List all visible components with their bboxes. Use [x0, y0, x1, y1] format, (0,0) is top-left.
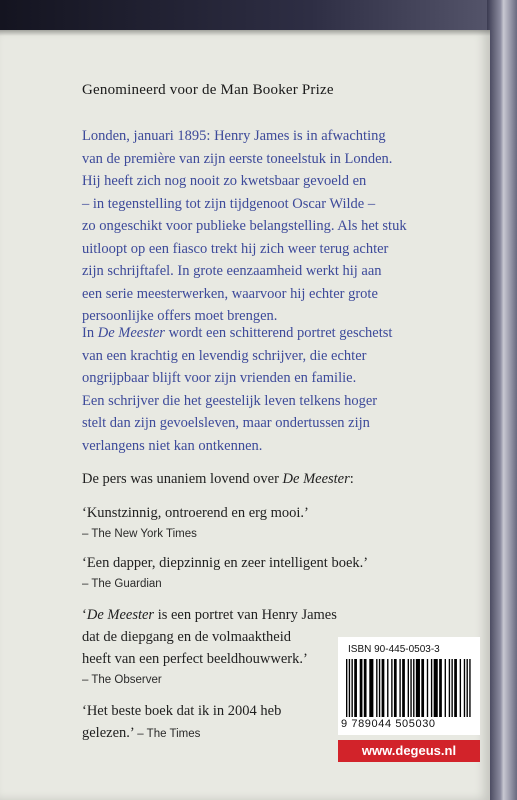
text-line: ongrijpbaar blijft voor zijn vrienden en familie. [82, 370, 357, 386]
press-quote [82, 552, 368, 594]
barcode-digits: 9 789044 505030 [341, 718, 436, 730]
barcode-bar [354, 659, 357, 717]
text-line: Londen, januari 1895: Henry James is in afwachting [82, 128, 386, 144]
press-quote [82, 604, 337, 690]
text-line: verlangens niet kan ontkennen. [82, 437, 263, 454]
barcode-bar [369, 659, 373, 717]
award-heading: Genomineerd voor de Man Booker Prize [82, 82, 334, 98]
text-line: uitloopt op een fiasco trekt hij zich weer terug achter [82, 240, 389, 257]
quote-text: ‘Kunstzinnig, ontroerend en erg mooi.’ [82, 505, 309, 521]
barcode-bar [376, 659, 377, 717]
press-quote [82, 700, 281, 745]
barcode-bar [391, 659, 392, 717]
quote-text: ‘Een dapper, diepzinnig en zeer intelligent boek.’ [82, 555, 369, 571]
publisher-url-banner [338, 740, 480, 762]
text-line: zo ongeschikt voor publieke belangstelling. Als het stuk [82, 218, 407, 234]
press-quote [82, 502, 309, 544]
quote-text: ‘Het beste boek dat ik in 2004 heb [82, 703, 282, 719]
barcode-bar [434, 659, 438, 717]
press-intro [82, 468, 354, 490]
quote-source: – The Guardian [82, 578, 162, 590]
barcode-bar [445, 659, 446, 717]
barcode-bar [346, 659, 347, 717]
book-title: De Meester [97, 325, 165, 341]
book-title: De Meester [86, 607, 155, 623]
barcode-bar [421, 659, 424, 717]
barcode-bar [351, 659, 352, 717]
barcode-bar [349, 659, 350, 717]
text-fragment: ‘ [82, 607, 87, 623]
barcode-bar [451, 659, 452, 717]
barcode-bar [360, 659, 363, 717]
barcode-bar [439, 659, 442, 717]
barcode-bar [394, 659, 397, 717]
text-line: persoonlijke offers moet brengen. [82, 308, 278, 324]
barcode-bar [469, 659, 470, 717]
text-line: Een schrijver die het geestelijk leven telkens hoger [82, 392, 378, 409]
barcode-label [338, 637, 480, 735]
synopsis-paragraph-2 [82, 322, 422, 457]
text-line: van een krachtig en levendig schrijver, die echter [82, 347, 367, 364]
barcode-bar [382, 659, 385, 717]
barcode-bar [467, 659, 468, 717]
quote-text: heeft van een perfect beeldhouwwerk.’ [82, 651, 308, 667]
barcode-bar [454, 659, 457, 717]
barcode-bar [413, 659, 414, 717]
text-fragment: gelezen.’ [82, 725, 138, 741]
book-spine-edge [487, 0, 517, 800]
barcode-bar [379, 659, 380, 717]
text-line: stelt dan zijn gevoelsleven, maar ondertussen zijn [82, 415, 370, 431]
publisher-url: www.degeus.nl [361, 743, 457, 758]
text-line: van de première van zijn eerste toneelstuk in Londen. [82, 150, 393, 167]
barcode-bar [464, 659, 465, 717]
text-fragment: wordt een schitterend portret geschetst [164, 325, 393, 341]
barcode-bar [427, 659, 428, 717]
barcode-bar [387, 659, 388, 717]
text-fragment: In [82, 325, 98, 341]
text-fragment: De pers was unaniem lovend over [82, 471, 283, 487]
barcode-bar [408, 659, 409, 717]
page-top-shadow [0, 30, 490, 36]
barcode-icon [346, 659, 472, 717]
barcode-bar [460, 659, 461, 717]
book-title: De Meester [282, 471, 350, 487]
quote-text: dat de diepgang en de volmaaktheid [82, 629, 291, 645]
quote-text [82, 722, 281, 745]
synopsis-paragraph-1 [82, 125, 422, 328]
text-line: zijn schrijftafel. In grote eenzaamheid werkt hij aan [82, 263, 382, 279]
text-fragment: is een portret van Henry James [154, 607, 337, 623]
text-line: Hij heeft zich nog nooit zo kwetsbaar gevoeld en [82, 173, 367, 189]
isbn-number: ISBN 90-445-0503-3 [348, 644, 440, 655]
barcode-bar [364, 659, 367, 717]
barcode-bar [431, 659, 432, 717]
quote-text [82, 604, 337, 626]
text-line: een serie meesterwerken, waarvoor hij echter grote [82, 285, 378, 302]
text-fragment: : [349, 471, 354, 487]
barcode-bar [416, 659, 420, 717]
text-line: – in tegenstelling tot zijn tijdgenoot Oscar Wilde – [82, 195, 376, 212]
barcode-bar [449, 659, 450, 717]
text-line [82, 322, 422, 345]
quote-source: – The New York Times [82, 528, 197, 540]
barcode-bar [399, 659, 400, 717]
quote-source: – The Times [137, 728, 201, 740]
quote-source: – The Observer [82, 674, 162, 686]
barcode-bar [402, 659, 405, 717]
barcode-bar [410, 659, 411, 717]
